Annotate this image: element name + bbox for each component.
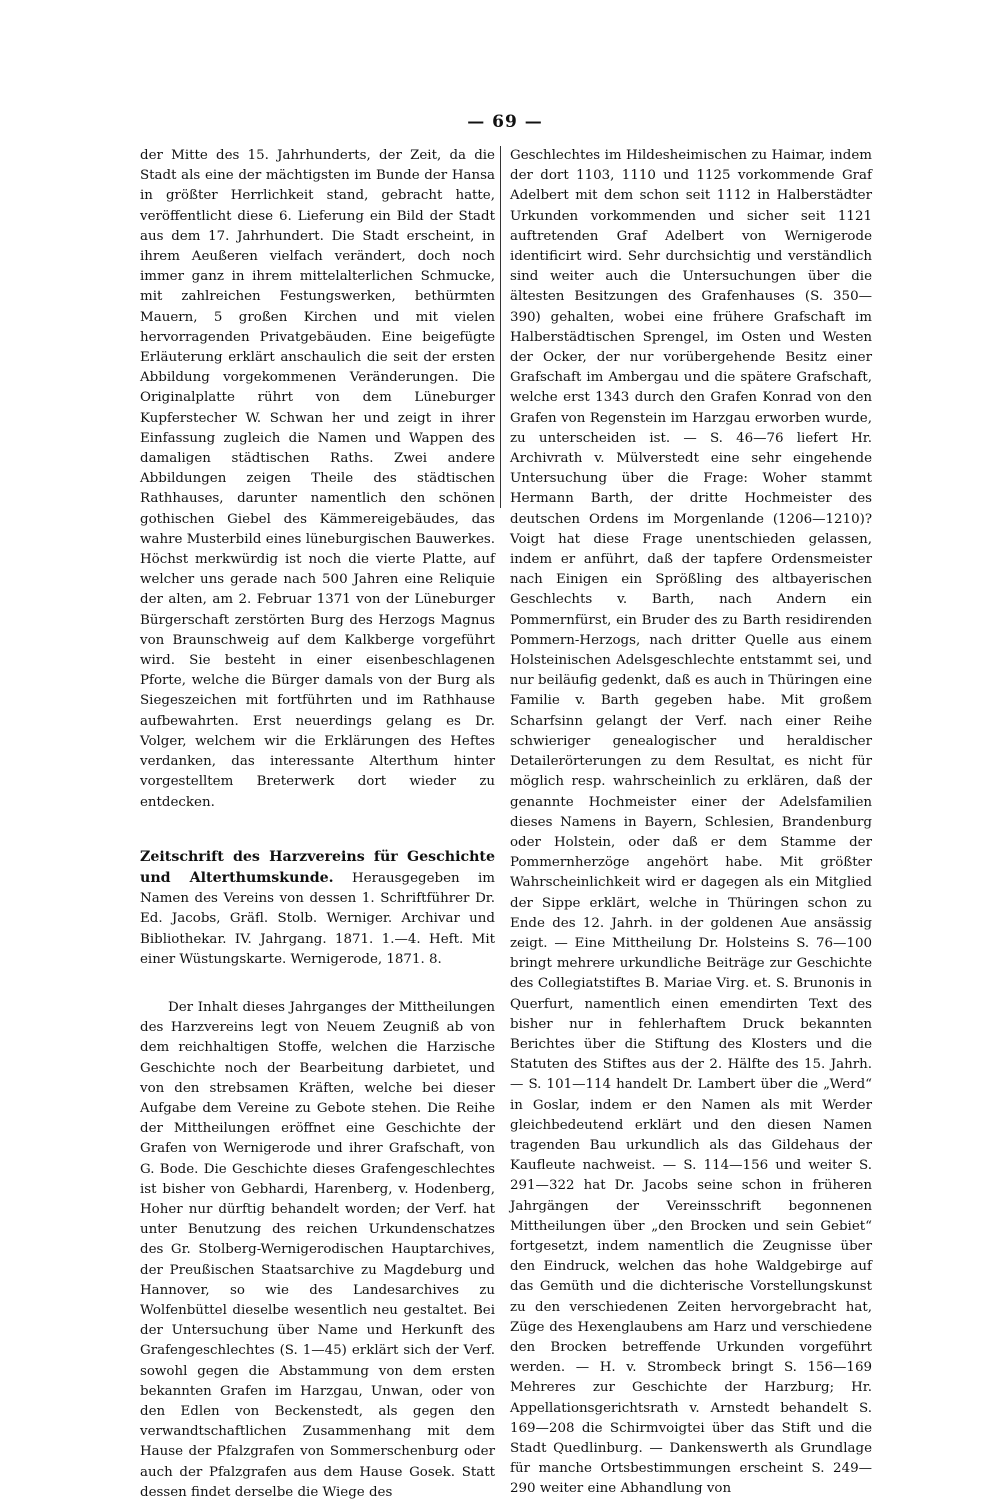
section-title: Zeitschrift des Harzvereins für Geschichte und Alterthumskunde.: [140, 848, 495, 886]
column-divider: [500, 146, 501, 508]
left-column: [140, 146, 495, 1503]
section-citation: Herausgegeben im Namen des Vereins von dessen 1. Schriftführer Dr. Ed. Jacobs, Gräfl. Stolb. Werniger. Archivar und Bibliothekar. IV. Jahrgang. 1871. 1.—4. Heft. Mit einer Wüstungskarte. Wernigerode, 1871. 8.: [140, 870, 495, 967]
review-heading: [140, 847, 495, 970]
left-paragraph-1: der Mitte des 15. Jahrhunderts, der Zeit, da die Stadt als eine der mächtigsten im Bunde der Hansa in größter Herrlichkeit stand, gebracht hatte, veröffentlicht diese 6. Lieferung ein Bild der Stadt aus dem 17. Jahrhundert. Die Stadt erscheint, in ihrem Aeußeren vielfach verändert, doch noch immer ganz in ihrem mittelalterlichen Schmucke, mit zahlreichen Festungswerken, bethürmten Mauern, 5 großen Kirchen und mit vielen hervorragenden Privatgebäuden. Eine beigefügte Erläuterung erklärt anschaulich die seit der ersten Abbildung vorgekommenen Veränderungen. Die Originalplatte rührt von dem Lüneburger Kupferstecher W. Schwan her und zeigt in ihrer Einfassung zugleich die Namen und Wappen des damaligen städtischen Raths. Zwei andere Abbildungen zeigen Theile des städtischen Rathhauses, darunter namentlich den schönen gothischen Giebel des Kämmereigebäudes, das wahre Musterbild eines lüneburgischen Bauwerkes. Höchst merkwürdig ist noch die vierte Platte, auf welcher uns gerade nach 500 Jahren eine Reliquie der alten, am 2. Februar 1371 von der Lüneburger Bürgerschaft zerstörten Burg des Herzogs Magnus von Braunschweig auf dem Kalkberge vorgeführt wird. Sie besteht in einer eisenbeschlagenen Pforte, welche die Bürger damals von der Burg als Siegeszeichen mit fortführten und im Rathhause aufbewahrten. Erst neuerdings gelang es Dr. Volger, welchem wir die Erklärungen des Heftes verdanken, das interessante Alterthum hinter vorgestelltem Breterwerk dort wieder zu entdecken.: [140, 148, 495, 810]
left-paragraph-2: Der Inhalt dieses Jahrganges der Mittheilungen des Harzvereins legt von Neuem Zeugniß ab von dem reichhaltigen Stoffe, welchen die Harzische Geschichte noch der Bearbeitung darbietet, und von den strebsamen Kräften, welche bei dieser Aufgabe dem Vereine zu Gebote stehen. Die Reihe der Mittheilungen eröffnet eine Geschichte der Grafen von Wernigerode und ihrer Grafschaft, von G. Bode. Die Geschichte dieses Grafengeschlechtes ist bisher von Gebhardi, Harenberg, v. Hodenberg, Hoher nur dürftig behandelt worden; der Verf. hat unter Benutzung des reichen Urkundenschatzes des Gr. Stolberg-Wernigerodischen Hauptarchives, der Preußischen Staatsarchive zu Magdeburg und Hannover, so wie des Landesarchives zu Wolfenbüttel dieselbe wesentlich neu gestaltet. Bei der Untersuchung über Name und Herkunft des Grafengeschlechtes (S. 1—45) erklärt sich der Verf. sowohl gegen die Abstammung von dem ersten bekannten Grafen im Harzgau, Unwan, oder von den Edlen von Beckenstedt, als gegen den verwandtschaftlichen Zusammenhang mit dem Hause der Pfalzgrafen von Sommerschenburg oder auch der Pfalzgrafen aus dem Hause Gosek. Statt dessen findet derselbe die Wiege des: [140, 999, 495, 1500]
right-column: [510, 146, 872, 1500]
right-paragraph-1: Geschlechtes im Hildesheimischen zu Haimar, indem der dort 1103, 1110 und 1125 vorkommende Graf Adelbert mit dem schon seit 1112 in Halberstädter Urkunden vorkommenden und sicher seit 1121 auftretenden Graf Adelbert von Wernigerode identificirt wird. Sehr durchsichtig und verständlich sind weiter auch die Untersuchungen über die ältesten Besitzungen des Grafenhauses (S. 350—390) gehalten, wobei eine frühere Grafschaft im Halberstädtischen Sprengel, im Osten und Westen der Ocker, der nur vorübergehende Besitz einer Grafschaft im Ambergau und die spätere Grafschaft, welche erst 1343 durch den Grafen Konrad von den Grafen von Regenstein im Harzgau erworben wurde, zu unterscheiden ist. — S. 46—76 liefert Hr. Archivrath v. Mülverstedt eine sehr eingehende Untersuchung über die Frage: Woher stammt Hermann Barth, der dritte Hochmeister des deutschen Ordens im Morgenlande (1206—1210)? Voigt hat diese Frage unentschieden gelassen, indem er anführt, daß der tapfere Ordensmeister nach Einigen ein Sprößling des altbayerischen Geschlechts v. Barth, nach Andern ein Pommernfürst, ein Bruder des zu Barth residirenden Pommern-Herzogs, nach dritter Quelle aus einem Holsteinischen Adelsgeschlechte entstammt sei, und nur beiläufig gedenkt, daß es auch in Thüringen eine Familie v. Barth gegeben habe. Mit großem Scharfsinn gelangt der Verf. nach einer Reihe schwieriger genealogischer und heraldischer Detailerörterungen zu dem Resultat, es nicht für möglich resp. wahrscheinlich zu erklären, daß der genannte Hochmeister einer der Adelsfamilien dieses Namens in Bayern, Schlesien, Brandenburg oder Holstein, oder daß er dem Stamme der Pommernherzöge angehört habe. Mit größter Wahrscheinlichkeit wird er dagegen als ein Mitglied der Sippe erklärt, welche in Thüringen schon zu Ende des 12. Jahrh. in der goldenen Aue ansässig zeigt. — Eine Mittheilung Dr. Holsteins S. 76—100 bringt mehrere urkundliche Beiträge zur Geschichte des Collegiatstiftes B. Mariae Virg. et. S. Brunonis in Querfurt, namentlich einen emendirten Text des bisher nur in fehlerhaftem Druck bekannten Berichtes über die Stiftung des Klosters und die Statuten des Stiftes aus der 2. Hälfte des 15. Jahrh. — S. 101—114 handelt Dr. Lambert über die „Werd“ in Goslar, indem er den Namen als mit Werder gleichbedeutend erklärt und den diesen Namen tragenden Bau urkundlich als das Gildehaus der Kaufleute nachweist. — S. 114—156 und weiter S. 291—322 hat Dr. Jacobs seine schon in früheren Jahrgängen der Vereinsschrift begonnenen Mittheilungen über „den Brocken und sein Gebiet“ fortgesetzt, indem namentlich die Zeugnisse über den Eindruck, welchen das hohe Waldgebirge auf das Gemüth und die dichterische Vorstellungskunst zu den verschiedenen Zeiten hervorgebracht hat, Züge des Hexenglaubens am Harz und verschiedene den Brocken betreffende Urkunden vorgeführt werden. — H. v. Strombeck bringt S. 156—169 Mehreres zur Geschichte der Harzburg; Hr. Appellationsgerichtsrath v. Arnstedt behandelt S. 169—208 die Schirmvoigtei über das Stift und die Stadt Quedlinburg. — Dankenswerth als Grundlage für manche Ortsbestimmungen erscheint S. 249—290 weiter eine Abhandlung von: [510, 148, 872, 1497]
page-number: — 69 —: [467, 112, 543, 132]
